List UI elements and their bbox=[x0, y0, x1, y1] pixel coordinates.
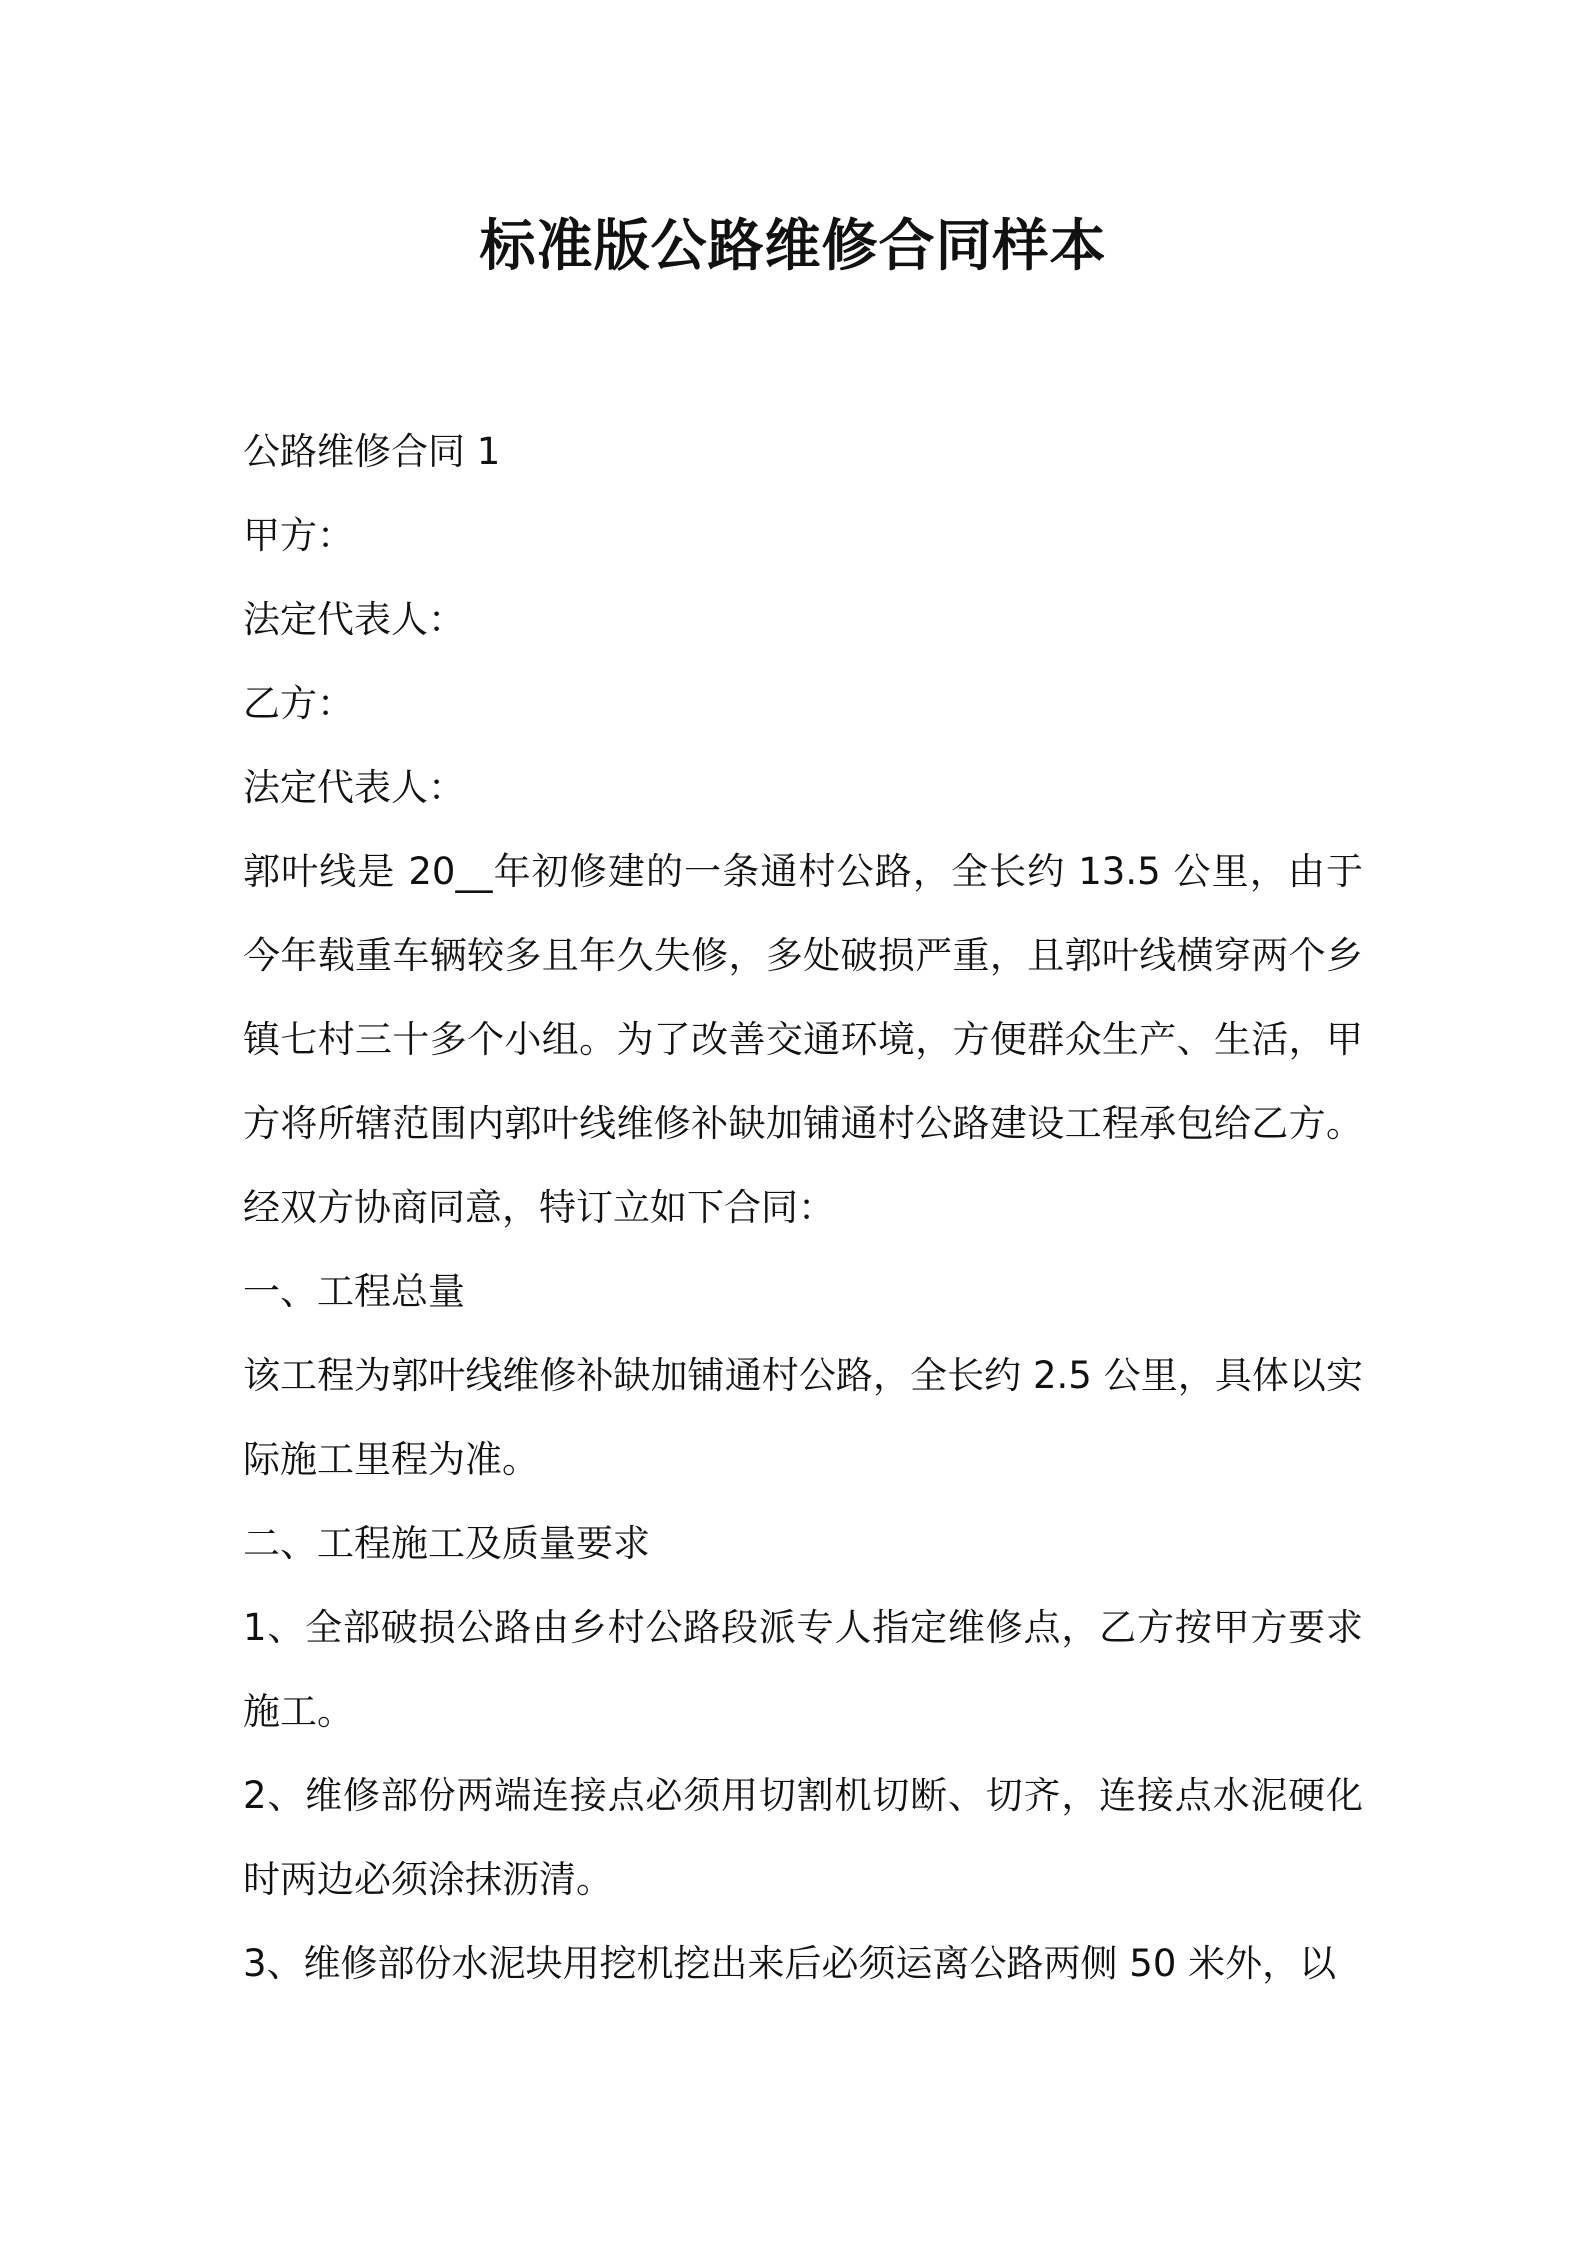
party-a-field: 甲方： bbox=[243, 514, 354, 557]
clause-1: 1、全部破损公路由乡村公路段派专人指定维修点，乙方按甲方要求施工。 bbox=[243, 1606, 1363, 1733]
section-heading-scope: 一、工程总量 bbox=[243, 1270, 465, 1313]
party-a-representative-field: 法定代表人： bbox=[243, 598, 465, 641]
clause-3: 3、维修部份水泥块用挖机挖出来后必须运离公路两侧 50 米外，以 bbox=[243, 1942, 1337, 1985]
document-body bbox=[243, 410, 1363, 2006]
clause-2: 2、维修部份两端连接点必须用切割机切断、切齐，连接点水泥硬化时两边必须涂抹沥清。 bbox=[243, 1774, 1363, 1901]
party-b-representative-field: 法定代表人： bbox=[243, 766, 465, 809]
section-heading-quality: 二、工程施工及质量要求 bbox=[243, 1522, 650, 1565]
party-b-field: 乙方： bbox=[243, 682, 354, 725]
document-title: 标准版公路维修合同样本 bbox=[479, 214, 1107, 279]
contract-heading: 公路维修合同 1 bbox=[243, 430, 501, 473]
intro-paragraph: 郭叶线是 20__年初修建的一条通村公路，全长约 13.5 公里，由于今年载重车辆较多且年久失修，多处破损严重，且郭叶线横穿两个乡镇七村三十多个小组。为了改善交通环境，方便群众生产、生活，甲方将所辖范围内郭叶线维修补缺加铺通村公路建设工程承包给乙方。经双方协商同意，特订立如下合同： bbox=[243, 850, 1363, 1229]
scope-paragraph: 该工程为郭叶线维修补缺加铺通村公路，全长约 2.5 公里，具体以实际施工里程为准。 bbox=[243, 1354, 1363, 1481]
